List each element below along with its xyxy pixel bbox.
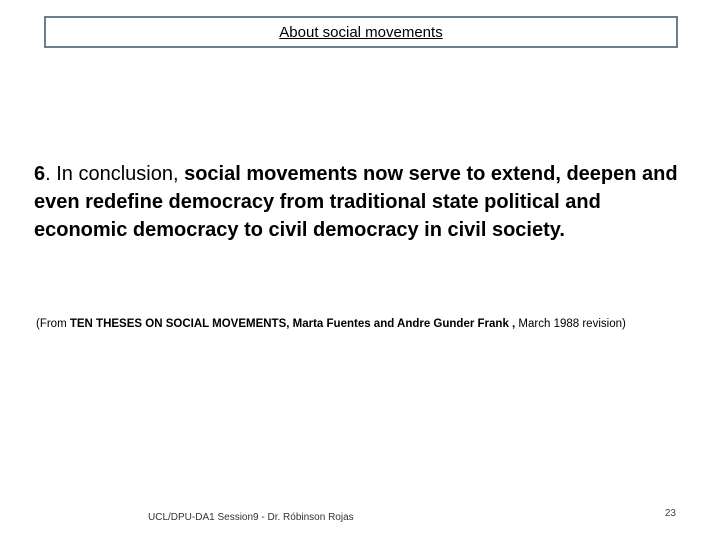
page-number: 23 [664, 508, 676, 519]
thesis-intro: . In conclusion, [45, 163, 185, 185]
thesis-paragraph [34, 160, 694, 244]
slide-title-box [44, 16, 678, 48]
source-open: (From [36, 318, 70, 330]
thesis-statement: social movements now serve to extend, deepen and even redefine democracy from traditional state political and economic democracy to civil democracy in civil society. [34, 163, 678, 241]
source-title: TEN THESES ON SOCIAL MOVEMENTS, Marta Fuentes and Andre Gunder Frank , [69, 318, 516, 330]
slide-title: About social movements [279, 24, 443, 41]
source-citation [36, 318, 706, 330]
source-close: March 1988 revision) [515, 318, 626, 330]
footer-text: UCL/DPU-DA1 Session9 - Dr. Róbinson Rojas [148, 512, 354, 523]
thesis-number: 6 [34, 163, 46, 185]
